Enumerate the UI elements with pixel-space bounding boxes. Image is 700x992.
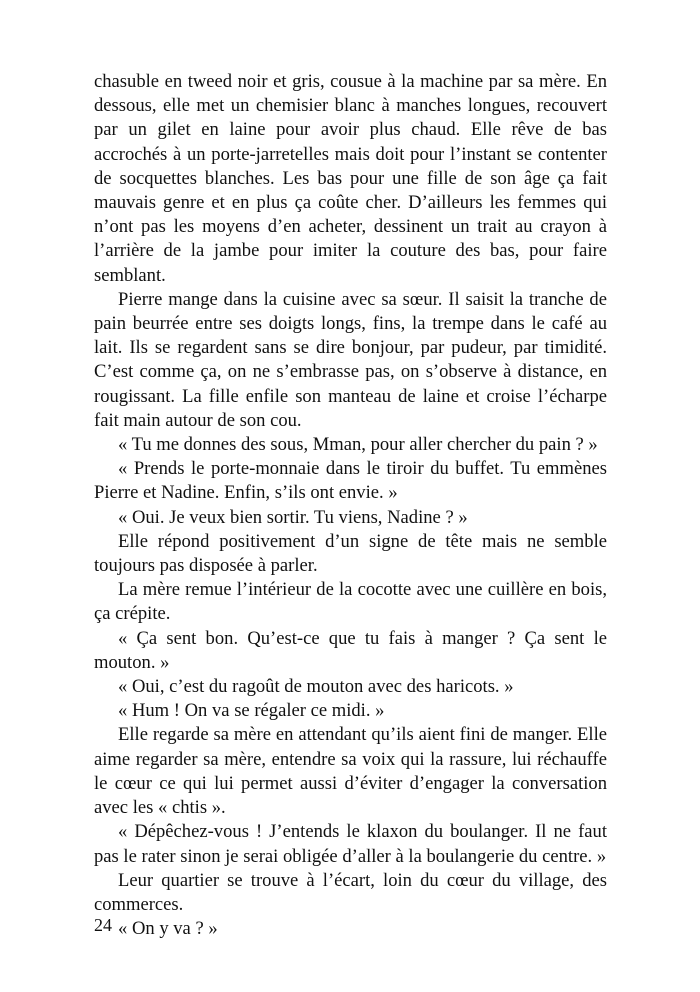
paragraph: Leur quartier se trouve à l’écart, loin du cœur du village, des commerces. [94, 869, 607, 915]
dialogue-line: « Oui. Je veux bien sortir. Tu viens, Nadine ? » [118, 506, 468, 528]
dialogue-line: « Prends le porte-monnaie dans le tiroir du buffet. Tu emmènes Pierre et Nadine. Enfin, s’ils ont envie. » [94, 458, 607, 504]
body-text [94, 70, 607, 941]
dialogue-line: « On y va ? » [118, 918, 218, 940]
paragraph: Pierre mange dans la cuisine avec sa sœur. Il saisit la tranche de pain beurrée entre ses doigts longs, fins, la trempe dans le café au lait. Ils se regardent sans se dire bonjour, par pudeur, par timidité. C’est comme ça, on ne s’embrasse pas, on s’observe à distance, en rougissant. La fille enfile son manteau de laine et croise l’écharpe fait main autour de son cou. [94, 288, 607, 431]
paragraph: La mère remue l’intérieur de la cocotte avec une cuillère en bois, ça crépite. [94, 579, 607, 625]
dialogue-line: « Dépêchez-vous ! J’entends le klaxon du boulanger. Il ne faut pas le rater sinon je serai obligée d’aller à la boulangerie du centre. » [94, 821, 607, 867]
dialogue-line: « Ça sent bon. Qu’est-ce que tu fais à manger ? Ça sent le mouton. » [94, 627, 607, 673]
dialogue-line: « Oui, c’est du ragoût de mouton avec des haricots. » [118, 676, 514, 698]
paragraph: chasuble en tweed noir et gris, cousue à la machine par sa mère. En dessous, elle met un chemisier blanc à manches longues, recouvert par un gilet en laine pour avoir plus chaud. Elle rêve de bas accrochés à un porte-jarretelles mais doit pour l’instant se contenter de socquettes blanches. Les bas pour une fille de son âge ça fait mauvais genre et en plus ça coûte cher. D’ailleurs les femmes qui n’ont pas les moyens d’en acheter, dessinent un trait au crayon à l’arrière de la jambe pour imiter la couture des bas, pour faire semblant. [94, 71, 607, 286]
paragraph: Elle répond positivement d’un signe de tête mais ne semble toujours pas disposée à parler. [94, 530, 607, 577]
paragraph: Elle regarde sa mère en attendant qu’ils aient fini de manger. Elle aime regarder sa mère, entendre sa voix qui la rassure, lui réchauffe le cœur ce qui lui permet aussi d’éviter d’engager la conversation avec les « chtis ». [94, 724, 607, 819]
dialogue-line: « Tu me donnes des sous, Mman, pour aller chercher du pain ? » [118, 434, 598, 456]
page-number: 24 [94, 915, 112, 935]
dialogue-line: « Hum ! On va se régaler ce midi. » [118, 700, 385, 722]
